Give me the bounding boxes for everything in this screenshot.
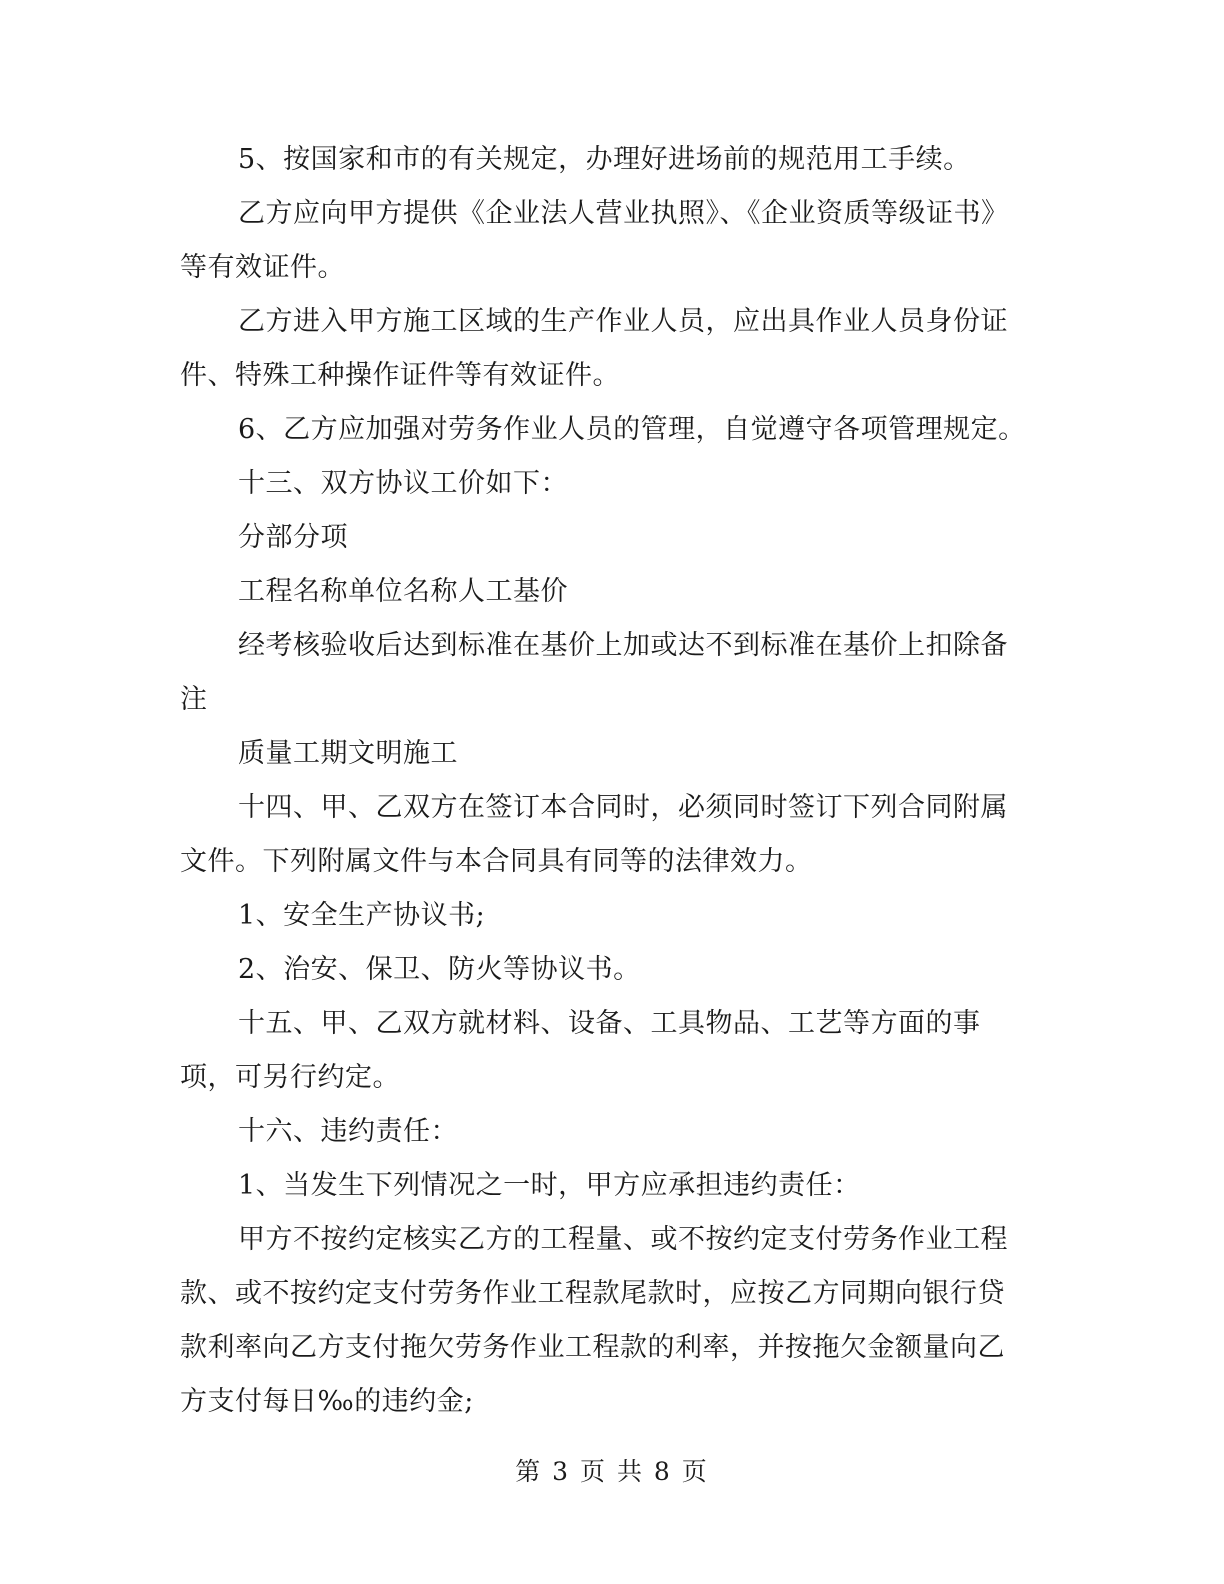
paragraph: 经考核验收后达到标准在基价上加或达不到标准在基价上扣除备注 bbox=[180, 630, 1008, 715]
paragraph: 5、按国家和市的有关规定，办理好进场前的规范用工手续。 bbox=[238, 144, 971, 175]
page-number-footer: 第 3 页 共 8 页 bbox=[515, 1457, 709, 1486]
paragraph: 乙方进入甲方施工区域的生产作业人员，应出具作业人员身份证件、特殊工种操作证件等有效证件。 bbox=[180, 306, 1008, 391]
paragraph: 乙方应向甲方提供《企业法人营业执照》、《企业资质等级证书》等有效证件。 bbox=[180, 198, 1009, 283]
paragraph: 分部分项 bbox=[238, 522, 348, 553]
paragraph: 十三、双方协议工价如下： bbox=[238, 468, 568, 499]
document-body bbox=[180, 133, 1030, 1429]
paragraph: 十四、甲、乙双方在签订本合同时，必须同时签订下列合同附属文件。下列附属文件与本合同具有同等的法律效力。 bbox=[180, 792, 1008, 877]
paragraph: 1、安全生产协议书; bbox=[238, 900, 486, 931]
paragraph: 十五、甲、乙双方就材料、设备、工具物品、工艺等方面的事项，可另行约定。 bbox=[180, 1008, 981, 1093]
paragraph: 工程名称单位名称人工基价 bbox=[238, 576, 568, 607]
paragraph: 6、乙方应加强对劳务作业人员的管理，自觉遵守各项管理规定。 bbox=[238, 414, 1026, 445]
paragraph: 2、治安、保卫、防火等协议书。 bbox=[238, 954, 641, 985]
paragraph: 质量工期文明施工 bbox=[238, 738, 458, 769]
paragraph: 1、当发生下列情况之一时，甲方应承担违约责任： bbox=[238, 1170, 861, 1201]
paragraph: 十六、违约责任： bbox=[238, 1116, 458, 1147]
paragraph: 甲方不按约定核实乙方的工程量、或不按约定支付劳务作业工程款、或不按约定支付劳务作业工程款尾款时，应按乙方同期向银行贷款利率向乙方支付拖欠劳务作业工程款的利率，并按拖欠金额量向乙方支付每日‰的违约金; bbox=[180, 1224, 1008, 1417]
